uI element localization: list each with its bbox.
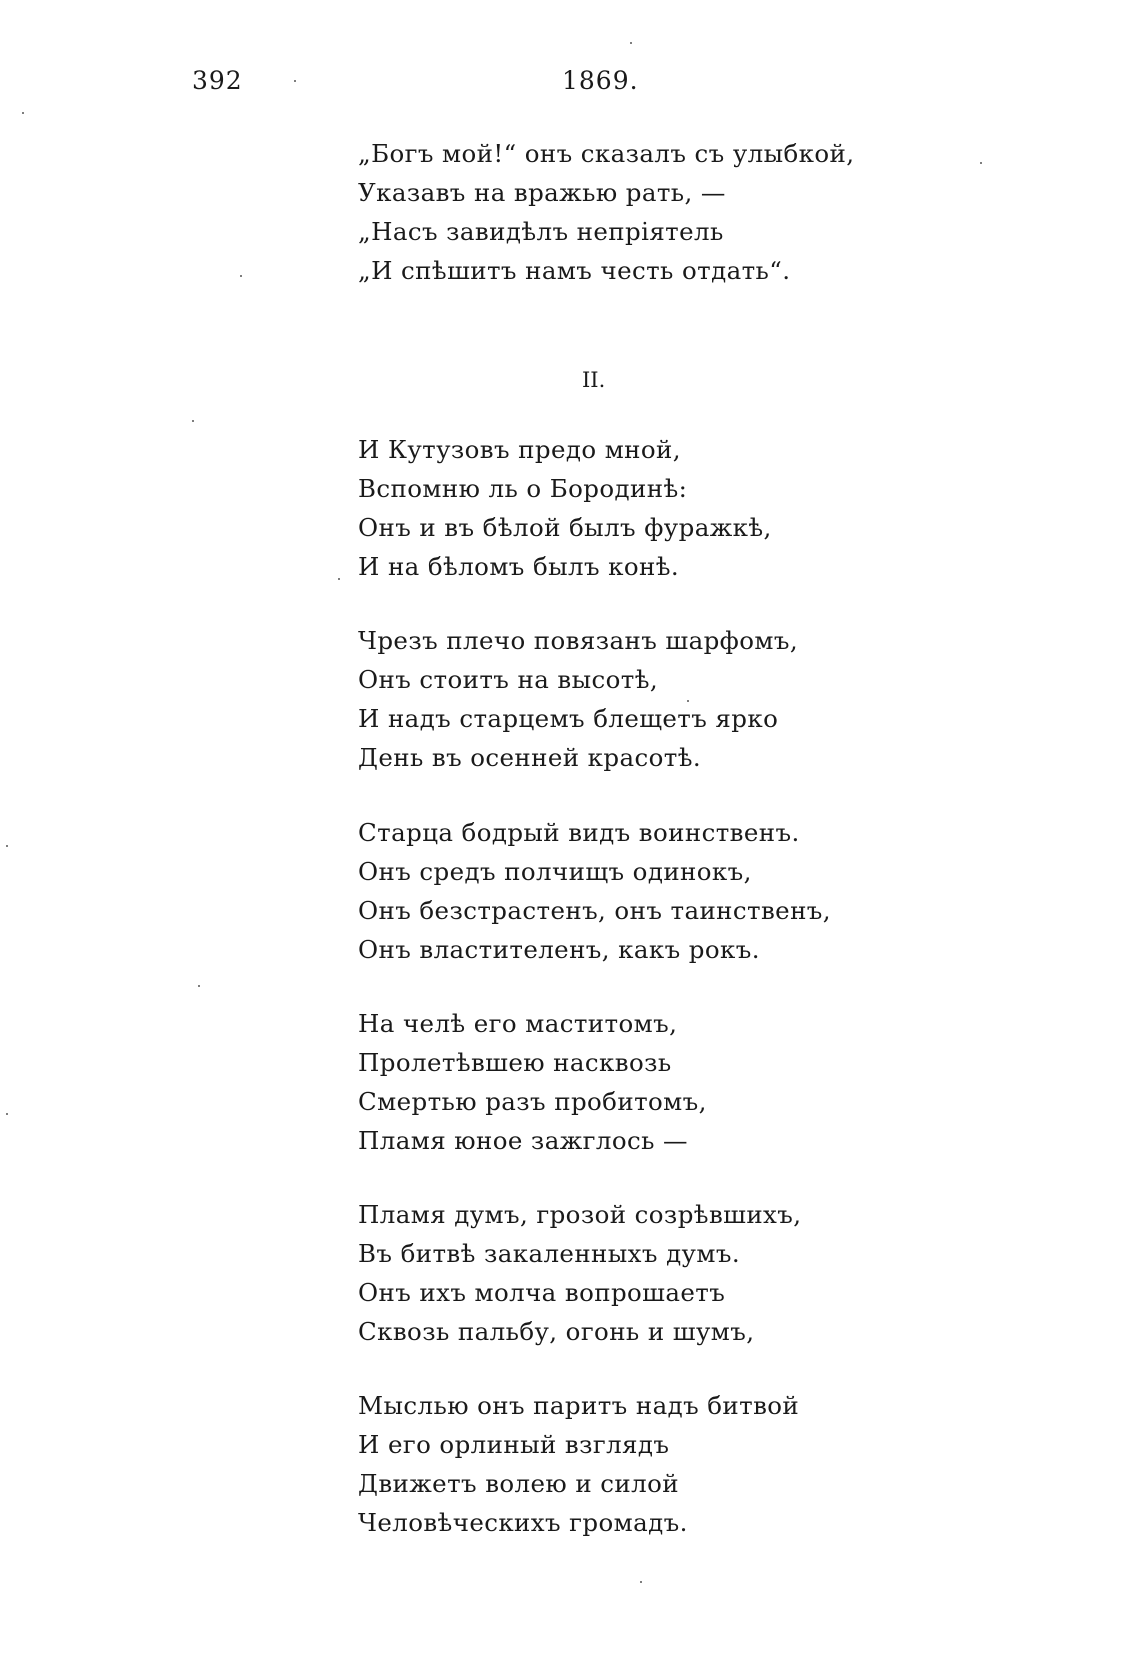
verse-line: Движетъ волею и силой (358, 1469, 679, 1498)
scan-speck (294, 80, 296, 82)
verse-line: Чрезъ плечо повязанъ шарфомъ, (358, 626, 799, 655)
stanza-3 (358, 621, 798, 777)
scan-speck (640, 1581, 642, 1583)
scan-speck (192, 420, 194, 422)
stanza-6 (358, 1195, 801, 1351)
stanza-4 (358, 813, 831, 969)
scan-speck (198, 985, 200, 987)
verse-line: И на бѣломъ былъ конѣ. (358, 552, 680, 581)
stanza-5 (358, 1004, 707, 1160)
verse-line: На челѣ его маститомъ, (358, 1009, 678, 1038)
verse-line: Старца бодрый видъ воинственъ. (358, 818, 800, 847)
section-numeral: II. (582, 368, 606, 392)
scan-speck (338, 578, 340, 580)
verse-line: Онъ средъ полчищъ одинокъ, (358, 857, 752, 886)
verse-line: Пролетѣвшею насквозь (358, 1048, 672, 1077)
verse-line: Онъ ихъ молча вопрошаетъ (358, 1278, 726, 1307)
verse-line: Сквозь пальбу, огонь и шумъ, (358, 1317, 755, 1346)
verse-line: День въ осенней красотѣ. (358, 743, 702, 772)
verse-line: Человѣческихъ громадъ. (358, 1508, 688, 1537)
running-head-year: 1869. (562, 66, 639, 95)
verse-line: Онъ безстрастенъ, онъ таинственъ, (358, 896, 831, 925)
verse-line: И его орлиный взглядъ (358, 1430, 670, 1459)
scan-speck (6, 845, 8, 847)
scan-speck (240, 275, 242, 277)
stanza-1 (358, 134, 854, 290)
scan-speck (630, 42, 632, 44)
stanza-2 (358, 430, 772, 586)
verse-line: Вспомню ль о Бородинѣ: (358, 474, 688, 503)
verse-line: „Богъ мой!“ онъ сказалъ съ улыбкой, (358, 139, 855, 168)
verse-line: Онъ властителенъ, какъ рокъ. (358, 935, 760, 964)
stanza-7 (358, 1386, 799, 1542)
verse-line: Онъ и въ бѣлой былъ фуражкѣ, (358, 513, 772, 542)
verse-line: И надъ старцемъ блещетъ ярко (358, 704, 779, 733)
verse-line: Мыслью онъ паритъ надъ битвой (358, 1391, 800, 1420)
verse-line: Пламя юное зажглось — (358, 1126, 688, 1155)
verse-line: „Насъ завидѣлъ непріятель (358, 217, 724, 246)
verse-line: И Кутузовъ предо мной, (358, 435, 681, 464)
verse-line: Въ битвѣ закаленныхъ думъ. (358, 1239, 741, 1268)
verse-line: Онъ стоитъ на высотѣ, (358, 665, 659, 694)
verse-line: Смертью разъ пробитомъ, (358, 1087, 707, 1116)
scan-speck (22, 112, 24, 114)
verse-line: „И спѣшитъ намъ честь отдать“. (358, 256, 791, 285)
page-number: 392 (192, 66, 243, 95)
scan-speck (980, 162, 982, 164)
scan-speck (6, 1113, 8, 1115)
verse-line: Указавъ на вражью рать, — (358, 178, 726, 207)
verse-line: Пламя думъ, грозой созрѣвшихъ, (358, 1200, 802, 1229)
scan-speck (687, 700, 689, 702)
